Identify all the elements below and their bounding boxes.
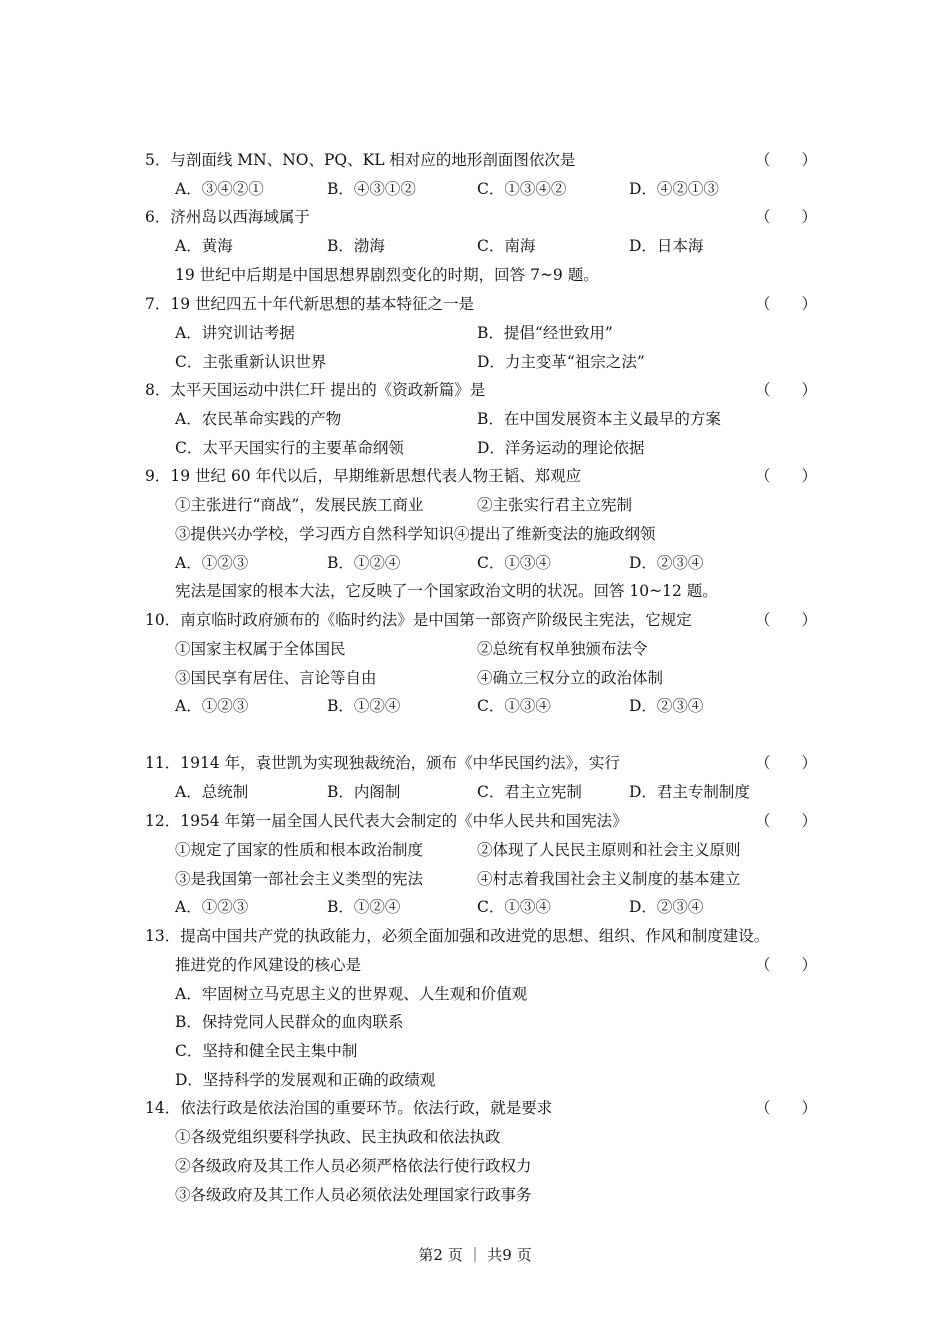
- question-6-stem: 6．济州岛以西海域属于: [145, 208, 310, 226]
- answer-bracket: （ ）: [755, 208, 818, 226]
- statement-3: ③各级政府及其工作人员必须依法处理国家行政事务: [175, 1186, 532, 1204]
- statement-3-4: ③提供兴办学校，学习西方自然科学知识④提出了维新变法的施政纲领: [175, 525, 656, 543]
- answer-bracket: （ ）: [755, 151, 818, 169]
- question-5-stem: 5．与剖面线 MN、NO、PQ、KL 相对应的地形剖面图依次是: [145, 151, 576, 169]
- option-d: D．日本海: [629, 237, 704, 255]
- answer-bracket: （ ）: [755, 754, 818, 772]
- statement-3: ③是我国第一部社会主义类型的宪法: [175, 870, 424, 888]
- option-c: C．①③④: [477, 898, 551, 916]
- option-a: A．讲究训诂考据: [175, 324, 295, 342]
- option-d: D．君主专制制度: [629, 783, 750, 801]
- option-d: D．②③④: [629, 697, 704, 715]
- option-a: A．牢固树立马克思主义的世界观、人生观和价值观: [175, 985, 528, 1003]
- page-number-footer: 第2 页 ｜ 共9 页: [418, 1246, 532, 1264]
- statement-1: ①各级党组织要科学执政、民主执政和依法执政: [175, 1128, 501, 1146]
- question-12-stem: 12．1954 年第一届全国人民代表大会制定的《中华人民共和国宪法》: [145, 812, 628, 830]
- option-d: D．②③④: [629, 898, 704, 916]
- option-d: D．洋务运动的理论依据: [477, 439, 645, 457]
- option-b: B．①②④: [327, 898, 401, 916]
- option-a: A．③④②①: [175, 180, 264, 198]
- option-a: A．农民革命实践的产物: [175, 410, 342, 428]
- option-b: B．①②④: [327, 697, 401, 715]
- statement-1: ①国家主权属于全体国民: [175, 640, 346, 658]
- answer-bracket: （ ）: [755, 812, 818, 830]
- statement-1: ①主张进行“商战”，发展民族工商业: [175, 496, 424, 514]
- statement-2: ②主张实行君主立宪制: [477, 496, 633, 514]
- option-b: B．保持党同人民群众的血肉联系: [175, 1013, 404, 1031]
- option-d: D．坚持科学的发展观和正确的政绩观: [175, 1071, 436, 1089]
- option-c: C．①③④: [477, 554, 551, 572]
- option-c: C．君主立宪制: [477, 783, 582, 801]
- option-b: B．提倡“经世致用”: [477, 324, 613, 342]
- statement-2: ②总统有权单独颁布法令: [477, 640, 648, 658]
- option-a: A．①②③: [175, 898, 249, 916]
- option-b: B．内阁制: [327, 783, 401, 801]
- statement-4: ④村志着我国社会主义制度的基本建立: [477, 870, 741, 888]
- option-b: B．①②④: [327, 554, 401, 572]
- option-b: B．渤海: [327, 237, 385, 255]
- answer-bracket: （ ）: [755, 956, 818, 974]
- option-c: C．太平天国实行的主要革命纲领: [175, 439, 404, 457]
- option-d: D．力主变革“祖宗之法”: [477, 353, 645, 371]
- question-14-stem: 14．依法行政是依法治国的重要环节。依法行政，就是要求: [145, 1099, 553, 1117]
- question-8-stem: 8．太平天国运动中洪仁玕 提出的《资政新篇》是: [145, 381, 486, 399]
- section-intro-7-9: 19 世纪中后期是中国思想界剧烈变化的时期，回答 7~9 题。: [175, 266, 599, 284]
- answer-bracket: （ ）: [755, 1099, 818, 1117]
- section-intro-10-12: 宪法是国家的根本大法，它反映了一个国家政治文明的状况。回答 10~12 题。: [175, 582, 718, 600]
- option-a: A．①②③: [175, 697, 249, 715]
- option-d: D．②③④: [629, 554, 704, 572]
- question-13-stem: 13．提高中国共产党的执政能力，必须全面加强和改进党的思想、组织、作风和制度建设。: [145, 927, 770, 945]
- statement-2: ②体现了人民民主原则和社会主义原则: [477, 841, 741, 859]
- option-b: B．在中国发展资本主义最早的方案: [477, 410, 721, 428]
- option-c: C．①③④②: [477, 180, 567, 198]
- answer-bracket: （ ）: [755, 295, 818, 313]
- statement-1: ①规定了国家的性质和根本政治制度: [175, 841, 424, 859]
- option-c: C．南海: [477, 237, 536, 255]
- question-11-stem: 11．1914 年，袁世凯为实现独裁统治，颁布《中华民国约法》，实行: [145, 754, 620, 772]
- answer-bracket: （ ）: [755, 381, 818, 399]
- answer-bracket: （ ）: [755, 467, 818, 485]
- question-7-stem: 7．19 世纪四五十年代新思想的基本特征之一是: [145, 295, 475, 313]
- option-c: C．坚持和健全民主集中制: [175, 1042, 358, 1060]
- statement-3: ③国民享有居住、言论等自由: [175, 669, 377, 687]
- question-13-stem-continued: 推进党的作风建设的核心是: [175, 956, 362, 974]
- option-a: A．黄海: [175, 237, 233, 255]
- question-9-stem: 9．19 世纪 60 年代以后，早期维新思想代表人物王韬、郑观应: [145, 467, 582, 485]
- option-c: C．①③④: [477, 697, 551, 715]
- option-d: D．④②①③: [629, 180, 719, 198]
- statement-2: ②各级政府及其工作人员必须严格依法行使行政权力: [175, 1157, 532, 1175]
- option-a: A．总统制: [175, 783, 249, 801]
- option-b: B．④③①②: [327, 180, 416, 198]
- option-a: A．①②③: [175, 554, 249, 572]
- option-c: C．主张重新认识世界: [175, 353, 327, 371]
- statement-4: ④确立三权分立的政治体制: [477, 669, 664, 687]
- question-10-stem: 10．南京临时政府颁布的《临时约法》是中国第一部资产阶级民主宪法，它规定: [145, 611, 692, 629]
- answer-bracket: （ ）: [755, 611, 818, 629]
